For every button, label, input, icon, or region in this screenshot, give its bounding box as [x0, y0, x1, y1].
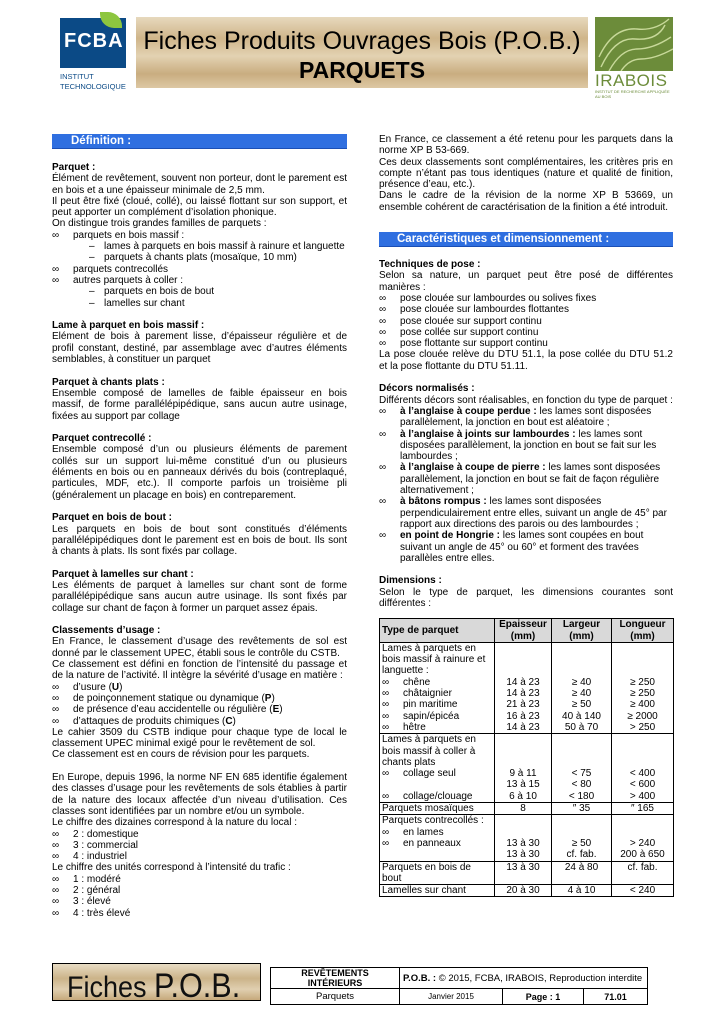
bullet-icon: ∞ — [382, 837, 390, 849]
pose-list — [379, 293, 673, 349]
title-banner — [136, 17, 588, 88]
list-item: ∞ pose flottante sur support continu — [379, 338, 548, 350]
list-item: ∞ à bâtons rompus : les lames sont disposées perpendiculairement entre elles, suivant un angle de 45° par rapport aux directions des parois ou des lambourdes ; — [379, 496, 667, 530]
heading-parquet: Parquet : — [52, 162, 96, 173]
bullet-icon: ∞ — [382, 710, 390, 722]
list-item: ∞ autres parquets à coller : — [52, 274, 184, 286]
decors-list — [379, 406, 673, 564]
list-item: ∞ de poinçonnement statique ou dynamique (P) — [52, 692, 275, 704]
bullet-icon: ∞ — [379, 428, 387, 440]
bullet-icon: ∞ — [382, 699, 390, 711]
fcba-logo: FCBA INSTITUT TECHNOLOGIQUE — [60, 18, 130, 90]
bullet-icon: ∞ — [382, 826, 390, 838]
list-item: ∞ d’attaques de produits chimiques (C) — [52, 715, 236, 727]
bullet-icon: ∞ — [379, 292, 387, 304]
dash-icon: – — [89, 286, 95, 298]
table-row: Parquets en bois de bout 13 à 30 24 à 80 cf. fab. — [380, 861, 674, 885]
decor-name: en point de Hongrie : — [400, 530, 500, 542]
decor-name: à bâtons rompus : — [400, 496, 487, 508]
list-item: ∞ parquets contrecollés — [52, 263, 169, 275]
right-column: En France, ce classement a été retenu pour les parquets dans la norme XP B 53-669. Ces deux classements sont complémentaires, les critères pris en compte n’étant pas tous identiques (nature et qualité de finition, présence d’eau, etc.). Dans le cadre de la révision de la norme XP B 53669, un ensemble cohérent de caractérisation de la finition a été introduit. Caractéristiques et dimensionnement : Techniques de pose : Selon sa nature, un parquet peut être posé de différentes manières : ∞ pose clouée sur lambourdes ou solives fixes ∞ pose clouée sur lambourdes flottantes ∞ pose clouée sur support continu ∞ pose collée sur support continu ∞ pose flottante sur support continu La pose clouée relève du DTU 51.1, la pose collée du DTU 51.2 et la pose flottante du DTU 51.11. Décors normalisés : Différents décors sont réalisables, en fonction du type de parquet : ∞ à l’anglaise à coupe perdue : les lames sont disposées parallèlement, la jonction en bout est aléatoire ; ∞ à l’anglaise à joints sur lambourdes : les lames sont disposées parallèlement, la jonction en bout se fait sur les lambourdes ; ∞ à l’anglaise à coupe de pierre : les lames sont disposées parallèlement, la jonction en bout se fait de façon régulière alternativement ; ∞ à bâtons rompus : les lames sont disposées perpendiculairement entre elles, suivant un angle de 45° par rapport aux directions des parois ou des lambourdes ; ∞ en point de Hongrie : les lames sont coupées en bout suivant un angle de 45° ou 60° et forment des travées parallèles entre elles. Dimensions : Selon le type de parquet, les dimensions courantes sont différentes : Type de parquet Epaisseur (mm) Largeur (mm) Longueur (mm) Lames à parquets en bois massif à rainure et languette : ∞ chêne ∞ châtaignier ∞ pin maritime ∞ sapin/épicéa ∞ hêtre 14 à 23 14 à 23 21 à 23 16 à 23 14 à 23 ≥ 40 ≥ 40 ≥ 50 40 à 140 50 à 70 ≥ 250 ≥ 250 ≥ 400 ≥ 2000 > 250 Lames à parquets en bois massif à coller à chants plats ∞ collage seul ∞ collage/clouage 9 à 11 13 à 15 6 à 10 < 75 < 80 < 180 < 400 < 600 > 400 Parquets mosaïques 8 ″ 35 ″ 165 Parquets contrecollés : ∞ en lames ∞ en panneaux 13 à 30 13 à 30 ≥ 50 cf. fab. > 240 200 à 650 Parquets en bois de bout 13 à 30 24 à 80 cf. fab. Lamelles sur chant 20 à 30 4 à 10 < 240 — [379, 134, 673, 897]
bullet-icon: ∞ — [382, 676, 390, 688]
list-item: ∞ pose collée sur support continu — [379, 326, 539, 338]
bullet-icon: ∞ — [379, 496, 387, 508]
bullet-icon: ∞ — [379, 462, 387, 474]
bullet-icon: ∞ — [52, 704, 60, 716]
bullet-icon: ∞ — [52, 896, 60, 908]
page-title: Fiches Produits Ouvrages Bois (P.O.B.) — [143, 27, 581, 55]
bullet-icon: ∞ — [379, 326, 387, 338]
list-item: ∞ d’usure (U) — [52, 681, 123, 693]
bullet-icon: ∞ — [52, 839, 60, 851]
list-item: ∞ à l’anglaise à coupe de pierre : les lames sont disposées parallèlement, la jonction en bout se fait de façon régulière alternativement ; — [379, 462, 661, 497]
list-item: ∞ à l’anglaise à joints sur lambourdes : les lames sont disposées parallèlement, la jonction en bout se fait sur les lambourdes ; — [379, 428, 657, 463]
dash-icon: – — [89, 252, 95, 264]
bullet-icon: ∞ — [382, 721, 390, 733]
bullet-icon: ∞ — [379, 530, 387, 542]
table-row: Lames à parquets en bois massif à coller à chants plats ∞ collage seul ∞ collage/clouage 9 à 11 13 à 15 6 à 10 < 75 < 80 < 180 < 400 < 600 > 400 — [380, 734, 674, 803]
upec-letter: U — [111, 681, 120, 693]
bullet-icon: ∞ — [379, 405, 387, 417]
bullet-icon: ∞ — [379, 304, 387, 316]
list-item: ∞ 3 : commercial — [52, 839, 139, 851]
upec-letter: P — [264, 692, 272, 704]
section-title-caracteristiques: Caractéristiques et dimensionnement : — [379, 232, 673, 247]
bullet-icon: ∞ — [52, 873, 60, 885]
bullet-icon: ∞ — [52, 274, 60, 286]
table-row: Lames à parquets en bois massif à rainure et languette : ∞ chêne ∞ châtaignier ∞ pin maritime ∞ sapin/épicéa ∞ hêtre 14 à 23 14 à 23 21 à 23 16 à 23 14 à 23 ≥ 40 ≥ 40 ≥ 50 40 à 140 50 à 70 ≥ 250 ≥ 250 ≥ 400 ≥ 2000 > 250 — [380, 642, 674, 733]
table-row: Parquets mosaïques 8 ″ 35 ″ 165 — [380, 803, 674, 815]
list-item: ∞ parquets en bois massif : — [52, 229, 185, 241]
table-row: Parquets contrecollés : ∞ en lames ∞ en panneaux 13 à 30 13 à 30 ≥ 50 cf. fab. > 240 200 à 650 — [380, 815, 674, 861]
table-row: Lamelles sur chant 20 à 30 4 à 10 < 240 — [380, 885, 674, 897]
list-item: ∞ à l’anglaise à coupe perdue : les lames sont disposées parallèlement, la jonction en bout est aléatoire ; — [379, 405, 652, 429]
bullet-icon: ∞ — [52, 229, 60, 241]
list-item: ∞ 2 : domestique — [52, 828, 139, 840]
irabois-logo: IRABOIS INSTITUT DE RECHERCHE APPLIQUÉE AU BOIS — [595, 17, 673, 89]
bullet-icon: ∞ — [52, 828, 60, 840]
sub-list-item: – lamelles sur chant — [89, 297, 185, 309]
decor-name: à l’anglaise à joints sur lambourdes : — [400, 428, 576, 440]
list-item: ∞ 3 : élevé — [52, 896, 111, 908]
list-item: ∞ 2 : général — [52, 885, 121, 896]
bullet-icon: ∞ — [52, 885, 60, 896]
dimensions-table: Type de parquet Epaisseur (mm) Largeur (mm) Longueur (mm) Lames à parquets en bois massif à rainure et languette : ∞ chêne ∞ châtaignier ∞ pin maritime ∞ sapin/épicéa ∞ hêtre 14 à 23 14 à 23 21 à 23 16 à 23 14 à 23 ≥ 40 ≥ 40 ≥ 50 40 à 140 50 à 70 ≥ 250 ≥ 250 ≥ 400 ≥ 2000 > 250 Lames à parquets en bois massif à coller à chants plats ∞ collage seul ∞ collage/clouage 9 à 11 13 à 15 6 à 10 < 75 < 80 < 180 < 400 < 600 > 400 Parquets mosaïques 8 ″ 35 ″ 165 Parquets contrecollés : ∞ en lames ∞ en panneaux 13 à 30 13 à 30 ≥ 50 cf. fab. > 240 200 à 650 Parquets en bois de bout 13 à 30 24 à 80 cf. fab. Lamelles sur chant 20 à 30 4 à 10 < 240 — [379, 618, 674, 897]
wood-rings-icon — [595, 17, 673, 71]
left-column: Définition : Parquet : Élément de revêtement, souvent non porteur, dont le parement est en bois et a une épaisseur minimale de 2,5 mm. Il peut être fixé (cloué, collé), ou laissé flottant sur son support, et peut apporter un complément d’isolation phonique. On distingue trois grandes familles de parquets : ∞ parquets en bois massif : – lames à parquets en bois massif à rainure et languette – parquets à chants plats (mosaïque, 10 mm) ∞ parquets contrecollés ∞ autres parquets à coller : – parquets en bois de bout – lamelles sur chant Lame à parquet en bois massif : Elément de bois à parement lisse, d’épaisseur régulière et de profil constant, destiné, par assemblage avec d’autres éléments semblables, à constituer un parquet Parquet à chants plats : Ensemble composé de lamelles de faible épaisseur en bois massif, de forme parallélépipédique, sans aucun autre usinage, fixées au support par collage Parquet contrecollé : Ensemble composé d’un ou plusieurs éléments de parement collés sur un support lui-même constitué d’un ou plusieurs éléments en bois ou en panneaux dérivés du bois (contreplaqué, particules, MDF, etc.). Il comporte parfois un troisième pli (généralement un placage en bois) en contreparement. Parquet en bois de bout : Les parquets en bois de bout sont constitués d’éléments parallélépipédiques dont le parement est en bois de bout. Ils sont à chants à plats. Ils sont fixés par collage. Parquet à lamelles sur chant : Les éléments de parquet à lamelles sur chant sont de forme parallélépipédique sans aucun autre usinage. Ils sont fixés par collage sur chant de façon à former un parquet assez épais. Classements d’usage : En France, le classement d’usage des revêtements de sol est donné par le classement UPEC, établi sous le contrôle du CSTB. Ce classement est défini en fonction de l’intensité du passage et de la nature de l’activité. Il intègre la sévérité d’usage en matière : ∞ d’usure (U) ∞ de poinçonnement statique ou dynamique (P) ∞ de présence d’eau accidentelle ou régulière (E) ∞ d’attaques de produits chimiques (C) Le cahier 3509 du CSTB indique pour chaque type de local le classement UPEC minimal exigé pour le revêtement de sol. Ce classement est en cours de révision pour les parquets. En Europe, depuis 1996, la norme NF EN 685 identifie également des classes d’usage pour les revêtements de sols établies à partir de la nature des locaux affectée d’un niveau d’utilisation. Ces classes sont identifiées par un nombre et/ou un symbole. Le chiffre des dizaines correspond à la nature du local : ∞ 2 : domestique ∞ 3 : commercial ∞ 4 : industriel Le chiffre des unités correspond à l’intensité du trafic : ∞ 1 : modéré ∞ 2 : général ∞ 3 : élevé ∞ 4 : très élevé — [52, 135, 347, 919]
bullet-icon: ∞ — [52, 715, 60, 727]
list-item: ∞ 4 : très élevé — [52, 907, 131, 919]
families-list — [52, 230, 347, 309]
upec-list — [52, 682, 347, 727]
footer — [52, 963, 674, 1005]
decor-name: à l’anglaise à coupe de pierre : — [400, 462, 546, 474]
dash-icon: – — [89, 297, 95, 309]
bullet-icon: ∞ — [382, 688, 390, 700]
bullet-icon: ∞ — [382, 768, 390, 780]
bullet-icon: ∞ — [52, 851, 60, 863]
list-item: ∞ pose clouée sur lambourdes flottantes — [379, 304, 569, 316]
fiches-pob-logo: Fiches P.O.B. — [52, 963, 261, 1001]
bullet-icon: ∞ — [52, 907, 60, 919]
list-item: ∞ pose clouée sur support continu — [379, 315, 542, 327]
upec-letter: C — [225, 715, 233, 727]
list-item: ∞ pose clouée sur lambourdes ou solives fixes — [379, 292, 597, 304]
list-item: ∞ 4 : industriel — [52, 851, 127, 863]
sub-list-item: – parquets à chants plats (mosaïque, 10 mm) — [89, 252, 297, 264]
decor-name: à l’anglaise à coupe perdue : — [400, 405, 537, 417]
footer-table: REVÊTEMENTS INTÉRIEURS P.O.B. : © 2015, FCBA, IRABOIS, Reproduction interdite Parquets Janvier 2015 Page : 1 71.01 — [270, 967, 648, 1005]
list-item: ∞ 1 : modéré — [52, 873, 121, 885]
sub-list-item: – lames à parquets en bois massif à rainure et languette — [89, 241, 345, 253]
unites-list — [52, 874, 347, 919]
bullet-icon: ∞ — [52, 692, 60, 704]
dash-icon: – — [89, 241, 95, 253]
bullet-icon: ∞ — [379, 315, 387, 327]
bullet-icon: ∞ — [379, 338, 387, 350]
bullet-icon: ∞ — [52, 681, 60, 693]
upec-letter: E — [272, 704, 280, 716]
dizaines-list — [52, 829, 347, 863]
bullet-icon: ∞ — [52, 263, 60, 275]
list-item: ∞ en point de Hongrie : les lames sont coupées en bout suivant un angle de 45° ou 60° et forment des travées parallèles entre elles. — [379, 530, 644, 564]
list-item: ∞ de présence d’eau accidentelle ou régulière (E) — [52, 704, 283, 716]
sub-list-item: – parquets en bois de bout — [89, 286, 215, 298]
bullet-icon: ∞ — [382, 790, 390, 802]
section-title-definition: Définition : — [52, 134, 347, 149]
page-subtitle: PARQUETS — [298, 57, 426, 83]
